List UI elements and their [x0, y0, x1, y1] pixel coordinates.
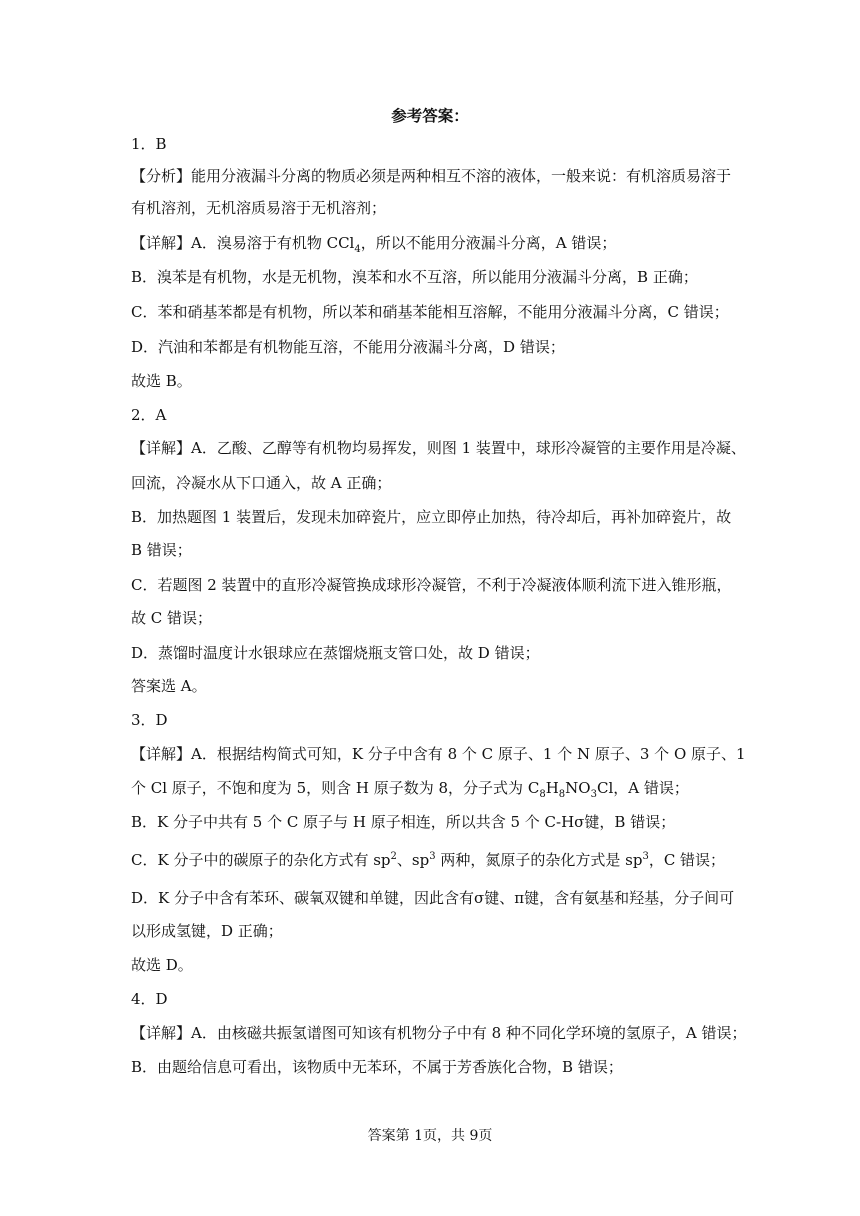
q3-option-d-line-1: D．K 分子中含有苯环、碳氧双键和单键，因此含有σ键、π键，含有氨基和羟基，分子间可 — [131, 889, 735, 907]
q4-number: 4．D — [131, 990, 168, 1008]
page-footer: 答案第 1页，共 9页 — [367, 1128, 493, 1144]
q3-option-c: C．K 分子中的碳原子的杂化方式有 $sp^2$、$sp^3$ 两种，氮原子的杂化方式是 $sp^3$，C 错误； — [131, 851, 726, 869]
q1-option-c: C．苯和硝基苯都是有机物，所以苯和硝基苯能相互溶解，不能用分液漏斗分离，C 错误； — [131, 303, 729, 321]
q2-option-b-line-1: B．加热题图 1 装置后，发现未加碎瓷片，应立即停止加热，待冷却后，再补加碎瓷片，故 — [131, 508, 732, 526]
q2-option-d: D．蒸馏时温度计水银球应在蒸馏烧瓶支管口处，故 D 错误； — [131, 644, 540, 662]
q2-detail-a-line-2: 回流，冷凝水从下口通入，故 A 正确； — [131, 474, 392, 492]
q3-option-b: B．K 分子中共有 5 个 C 原子与 H 原子相连，所以共含 5 个 C-Hσ键，B 错误； — [131, 813, 676, 831]
q2-conclusion: 答案选 A。 — [131, 677, 207, 695]
q1-detail-a: 【详解】A．溴易溶于有机物 CCl$_4$，所以不能用分液漏斗分离，A 错误； — [131, 234, 617, 255]
q2-option-c-line-2: 故 C 错误； — [131, 609, 213, 627]
q1-analysis-line-1: 【分析】能用分液漏斗分离的物质必须是两种相互不溶的液体，一般来说：有机溶质易溶于 — [131, 167, 732, 185]
q2-detail-a-line-1: 【详解】A．乙酸、乙醇等有机物均易挥发，则图 1 装置中，球形冷凝管的主要作用是冷凝、 — [131, 439, 746, 457]
q1-option-d: D．汽油和苯都是有机物能互溶，不能用分液漏斗分离，D 错误； — [131, 338, 565, 356]
q4-option-b: B．由题给信息可看出，该物质中无苯环，不属于芳香族化合物，B 错误； — [131, 1058, 623, 1076]
page-title: 参考答案： — [391, 106, 469, 125]
q2-option-b-line-2: B 错误； — [131, 541, 192, 559]
q1-conclusion: 故选 B。 — [131, 372, 192, 390]
q1-number: 1．B — [131, 135, 167, 153]
q3-detail-a-line-2: 个 Cl 原子，不饱和度为 5，则含 H 原子数为 8，分子式为 $C_8H_8NO_3Cl$，A 错误； — [131, 779, 689, 800]
q2-option-c-line-1: C．若题图 2 装置中的直形冷凝管换成球形冷凝管，不利于冷凝液体顺利流下进入锥形瓶， — [131, 576, 732, 594]
q1-option-b: B．溴苯是有机物，水是无机物，溴苯和水不互溶，所以能用分液漏斗分离，B 正确； — [131, 268, 698, 286]
q2-number: 2．A — [131, 406, 167, 424]
q3-detail-a-line-1: 【详解】A．根据结构简式可知，K 分子中含有 8 个 C 原子、1 个 N 原子、3 个 O 原子、1 — [131, 745, 746, 763]
q1-analysis-line-2: 有机溶剂，无机溶质易溶于无机溶剂； — [131, 199, 387, 217]
q3-conclusion: 故选 D。 — [131, 956, 193, 974]
q3-option-d-line-2: 以形成氢键，D 正确； — [131, 922, 283, 940]
q3-number: 3．D — [131, 711, 168, 729]
q4-detail-a: 【详解】A．由核磁共振氢谱图可知该有机物分子中有 8 种不同化学环境的氢原子，A 错误； — [131, 1024, 747, 1042]
